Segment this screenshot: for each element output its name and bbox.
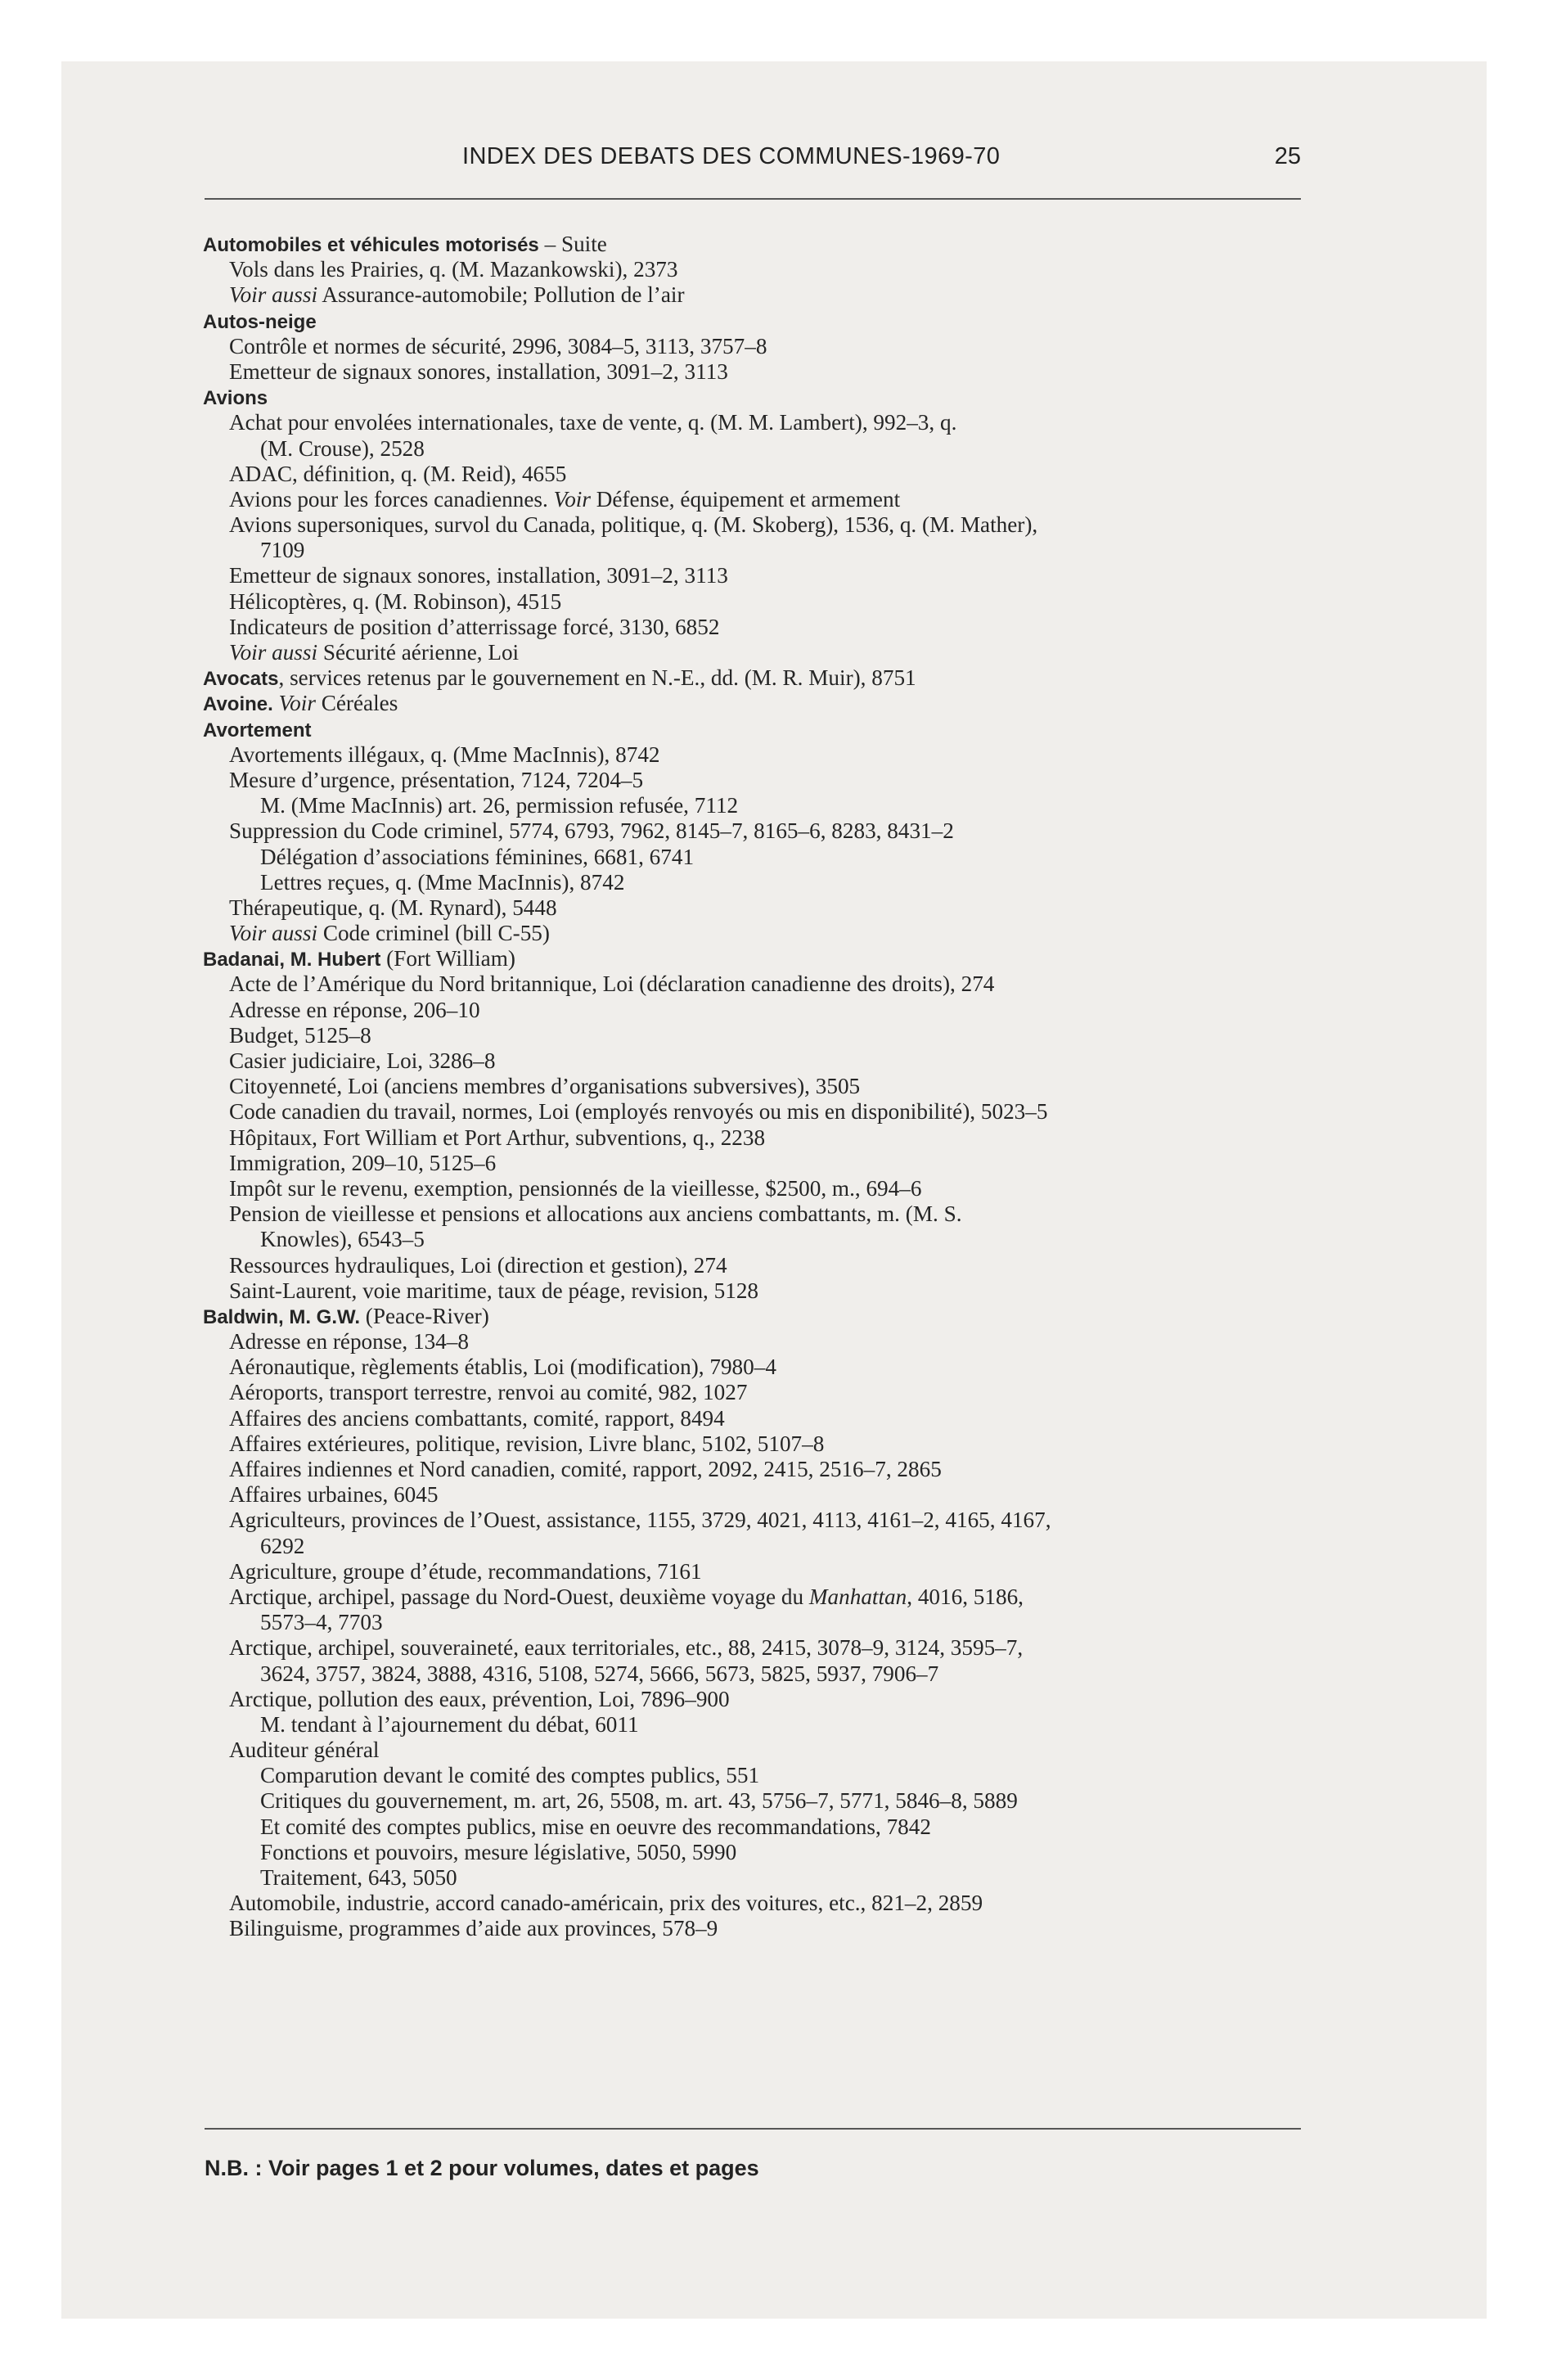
- entry-text: Citoyenneté, Loi (anciens membres d’organisations subversives), 3505: [229, 1074, 861, 1099]
- index-entry: [203, 1099, 1365, 1125]
- index-entry: [203, 1406, 1365, 1431]
- entry-text-continued: Défense, équipement et armement: [590, 486, 901, 512]
- entry-text: Suppression du Code criminel, 5774, 6793, 7962, 8145–7, 8165–6, 8283, 8431–2: [229, 818, 954, 844]
- entry-text: Hélicoptères, q. (M. Robinson), 4515: [229, 588, 562, 614]
- entry-text-continued: Assurance-automobile; Pollution de l’air: [317, 282, 685, 308]
- entry-text: Bilinguisme, programmes d’aide aux provinces, 578–9: [229, 1916, 718, 1941]
- index-entry: [203, 1329, 1365, 1355]
- index-subentry: [203, 1814, 1365, 1840]
- entry-text: Code canadien du travail, normes, Loi (employés renvoyés ou mis en disponibilité), 5023–5: [229, 1099, 1048, 1125]
- index-heading: [203, 717, 1365, 742]
- entry-text: Aéroports, transport terrestre, renvoi au comité, 982, 1027: [229, 1380, 748, 1405]
- entry-text: Arctique, pollution des eaux, prévention, Loi, 7896–900: [229, 1686, 730, 1711]
- index-subentry: [203, 1661, 1365, 1687]
- entry-text: Affaires urbaines, 6045: [229, 1482, 439, 1508]
- heading-term: Avocats: [203, 668, 279, 691]
- entry-text: Knowles), 6543–5: [260, 1227, 425, 1252]
- index-entry: [203, 1048, 1365, 1074]
- entry-text-continued: Code criminel (bill C-55): [317, 921, 550, 946]
- index-heading: [203, 691, 1365, 716]
- heading-term: Avoine.: [203, 693, 273, 716]
- entry-text-continued: (Fort William): [380, 946, 515, 971]
- index-subentry: [203, 1865, 1365, 1891]
- heading-term: Avions: [203, 387, 268, 410]
- entry-text: Casier judiciaire, Loi, 3286–8: [229, 1048, 496, 1073]
- index-entry: [203, 462, 1365, 487]
- entry-text: ADAC, définition, q. (M. Reid), 4655: [229, 461, 567, 486]
- entry-text: M. (Mme MacInnis) art. 26, permission refusée, 7112: [260, 793, 739, 818]
- footer-note: N.B. : Voir pages 1 et 2 pour volumes, dates et pages: [205, 2156, 759, 2180]
- index-entry: [203, 334, 1365, 359]
- entry-text: Affaires extérieures, politique, revision, Livre blanc, 5102, 5107–8: [229, 1431, 825, 1456]
- cross-reference-label: Voir aussi: [229, 921, 318, 946]
- entry-text: Impôt sur le revenu, exemption, pensionnés de la vieillesse, $2500, m., 694–6: [229, 1175, 922, 1201]
- entry-text-continued: , 4016, 5186,: [907, 1584, 1024, 1609]
- entry-text: Arctique, archipel, passage du Nord-Ouest, deuxième voyage du: [229, 1584, 809, 1609]
- index-subentry: [203, 1227, 1365, 1252]
- entry-text: Vols dans les Prairies, q. (M. Mazankowski), 2373: [229, 257, 678, 282]
- index-entry: [203, 1687, 1365, 1712]
- index-entry: [203, 1253, 1365, 1278]
- entry-text: Comparution devant le comité des comptes publics, 551: [260, 1763, 760, 1788]
- heading-term: Avortement: [203, 719, 312, 741]
- index-entry: [203, 487, 1365, 512]
- heading-term: Automobiles et véhicules motorisés: [203, 234, 539, 256]
- index-subentry: [203, 436, 1365, 462]
- entry-text: Fonctions et pouvoirs, mesure législative, 5050, 5990: [260, 1839, 737, 1864]
- index-entry: [203, 563, 1365, 588]
- entry-text: Pension de vieillesse et pensions et allocations aux anciens combattants, m. (M. S.: [229, 1201, 962, 1227]
- index-subentry: [203, 1712, 1365, 1738]
- entry-text: Arctique, archipel, souveraineté, eaux territoriales, etc., 88, 2415, 3078–9, 3124, 3595–7,: [229, 1635, 1024, 1661]
- index-entry: [203, 1916, 1365, 1941]
- index-heading: [203, 946, 1365, 971]
- index-entry: [203, 1201, 1365, 1227]
- entry-text: Mesure d’urgence, présentation, 7124, 7204–5: [229, 767, 644, 792]
- entry-text: Agriculteurs, provinces de l’Ouest, assistance, 1155, 3729, 4021, 4113, 4161–2, 4165, 4167,: [229, 1508, 1051, 1533]
- entry-text: M. tendant à l’ajournement du débat, 6011: [260, 1711, 639, 1737]
- index-entry: [203, 1738, 1365, 1763]
- entry-text: Emetteur de signaux sonores, installation, 3091–2, 3113: [229, 358, 728, 384]
- entry-text: Auditeur général: [229, 1738, 380, 1763]
- index-subentry: [203, 1788, 1365, 1814]
- heading-term: Baldwin, M. G.W.: [203, 1305, 360, 1328]
- index-entry: [203, 1355, 1365, 1380]
- index-entry: [203, 818, 1365, 844]
- entry-text-continued: – Suite: [538, 232, 607, 256]
- index-subentry: [203, 1534, 1365, 1559]
- index-heading: [203, 232, 1365, 257]
- entry-text-continued: Sécurité aérienne, Loi: [317, 640, 520, 665]
- entry-text: Avions supersoniques, survol du Canada, politique, q. (M. Skoberg), 1536, q. (M. Mather),: [229, 512, 1038, 538]
- index-entry: [203, 1482, 1365, 1508]
- entry-text: Contrôle et normes de sécurité, 2996, 3084–5, 3113, 3757–8: [229, 333, 767, 358]
- entry-text: Hôpitaux, Fort William et Port Arthur, subventions, q., 2238: [229, 1125, 766, 1150]
- entry-text: Indicateurs de position d’atterrissage forcé, 3130, 6852: [229, 614, 720, 639]
- index-entry: [203, 1891, 1365, 1916]
- entry-text: Adresse en réponse, 206–10: [229, 997, 480, 1022]
- index-entry: [203, 1559, 1365, 1584]
- running-header: [205, 143, 1301, 184]
- cross-reference-label: Voir aussi: [229, 640, 318, 665]
- index-entry: [203, 1508, 1365, 1533]
- footer-rule: [205, 2128, 1301, 2130]
- entry-text: Affaires des anciens combattants, comité, rapport, 8494: [229, 1405, 725, 1431]
- index-entry: [203, 998, 1365, 1023]
- index-entry: [203, 1380, 1365, 1405]
- index-entry: [203, 615, 1365, 640]
- entry-text: Acte de l’Amérique du Nord britannique, Loi (déclaration canadienne des droits), 274: [229, 971, 995, 997]
- index-entry: [203, 512, 1365, 538]
- entry-text: Avortements illégaux, q. (Mme MacInnis), 8742: [229, 741, 660, 767]
- entry-text: Ressources hydrauliques, Loi (direction et gestion), 274: [229, 1252, 727, 1278]
- entry-text-continued: Céréales: [315, 691, 398, 716]
- entry-text: Saint-Laurent, voie maritime, taux de péage, revision, 5128: [229, 1278, 759, 1303]
- index-subentry: [203, 870, 1365, 895]
- index-subentry: [203, 845, 1365, 870]
- entry-text-continued: (Peace-River): [360, 1303, 489, 1328]
- entry-text: Affaires indiennes et Nord canadien, comité, rapport, 2092, 2415, 2516–7, 2865: [229, 1457, 942, 1481]
- cross-reference-label: Voir: [553, 486, 591, 512]
- index-entry: [203, 895, 1365, 921]
- index-entry: [203, 589, 1365, 615]
- page-number: 25: [1274, 143, 1301, 169]
- entry-text: Thérapeutique, q. (M. Rynard), 5448: [229, 895, 557, 920]
- index-heading: [203, 665, 1365, 691]
- index-entry: [203, 921, 1365, 946]
- index-entry: [203, 1151, 1365, 1176]
- entry-text: Critiques du gouvernement, m. art, 26, 5508, m. art. 43, 5756–7, 5771, 5846–8, 5889: [260, 1788, 1018, 1814]
- index-subentry: [203, 538, 1365, 563]
- heading-term: Autos-neige: [203, 310, 317, 333]
- index-entry: [203, 1584, 1365, 1610]
- index-subentry: [203, 793, 1365, 818]
- entry-text: Immigration, 209–10, 5125–6: [229, 1150, 497, 1175]
- entry-text: 7109: [260, 538, 305, 563]
- entry-text: Avions pour les forces canadiennes.: [229, 486, 554, 512]
- index-entry: [203, 640, 1365, 665]
- index-heading: [203, 385, 1365, 410]
- index-entry: [203, 1176, 1365, 1201]
- cross-reference-label: Voir aussi: [229, 282, 318, 308]
- index-subentry: [203, 1610, 1365, 1635]
- entry-text: Budget, 5125–8: [229, 1022, 371, 1048]
- index-entry: [203, 768, 1365, 793]
- index-entry: [203, 257, 1365, 282]
- entry-text: (M. Crouse), 2528: [260, 435, 425, 461]
- index-entry: [203, 282, 1365, 308]
- entry-text: Agriculture, groupe d’étude, recommandations, 7161: [229, 1558, 702, 1584]
- header-rule: [205, 198, 1301, 200]
- cross-reference-label: Manhattan: [808, 1584, 907, 1609]
- entry-text: Aéronautique, règlements établis, Loi (modification), 7980–4: [229, 1355, 776, 1380]
- entry-text-continued: , services retenus par le gouvernement en N.-E., dd. (M. R. Muir), 8751: [278, 665, 916, 691]
- index-subentry: [203, 1763, 1365, 1788]
- index-entry: [203, 410, 1365, 435]
- index-heading: [203, 1304, 1365, 1329]
- entry-text: 6292: [260, 1533, 305, 1558]
- entry-text: Lettres reçues, q. (Mme MacInnis), 8742: [260, 869, 625, 895]
- entry-text: Emetteur de signaux sonores, installation, 3091–2, 3113: [229, 563, 728, 588]
- index-entry: [203, 1278, 1365, 1304]
- index-entry: [203, 742, 1365, 768]
- entry-text: Automobile, industrie, accord canado-américain, prix des voitures, etc., 821–2, 2859: [229, 1891, 983, 1916]
- index-entry: [203, 359, 1365, 385]
- heading-term: Badanai, M. Hubert: [203, 949, 381, 971]
- index-subentry: [203, 1840, 1365, 1865]
- index-body: [203, 232, 1365, 1942]
- entry-text: Et comité des comptes publics, mise en oeuvre des recommandations, 7842: [260, 1814, 931, 1839]
- index-entry: [203, 1457, 1365, 1482]
- index-entry: [203, 1023, 1365, 1048]
- index-heading: [203, 309, 1365, 334]
- entry-text: Délégation d’associations féminines, 6681, 6741: [260, 844, 695, 869]
- entry-text: Achat pour envolées internationales, taxe de vente, q. (M. M. Lambert), 992–3, q.: [229, 410, 957, 435]
- index-entry: [203, 1635, 1365, 1661]
- entry-text: Traitement, 643, 5050: [260, 1865, 457, 1890]
- index-entry: [203, 971, 1365, 997]
- index-entry: [203, 1125, 1365, 1151]
- index-entry: [203, 1431, 1365, 1457]
- index-entry: [203, 1074, 1365, 1099]
- running-title: INDEX DES DEBATS DES COMMUNES-1969-70: [462, 143, 1001, 169]
- cross-reference-label: Voir: [272, 691, 316, 716]
- entry-text: Adresse en réponse, 134–8: [229, 1329, 469, 1355]
- entry-text: 5573–4, 7703: [260, 1610, 383, 1635]
- entry-text: 3624, 3757, 3824, 3888, 4316, 5108, 5274, 5666, 5673, 5825, 5937, 7906–7: [260, 1661, 939, 1686]
